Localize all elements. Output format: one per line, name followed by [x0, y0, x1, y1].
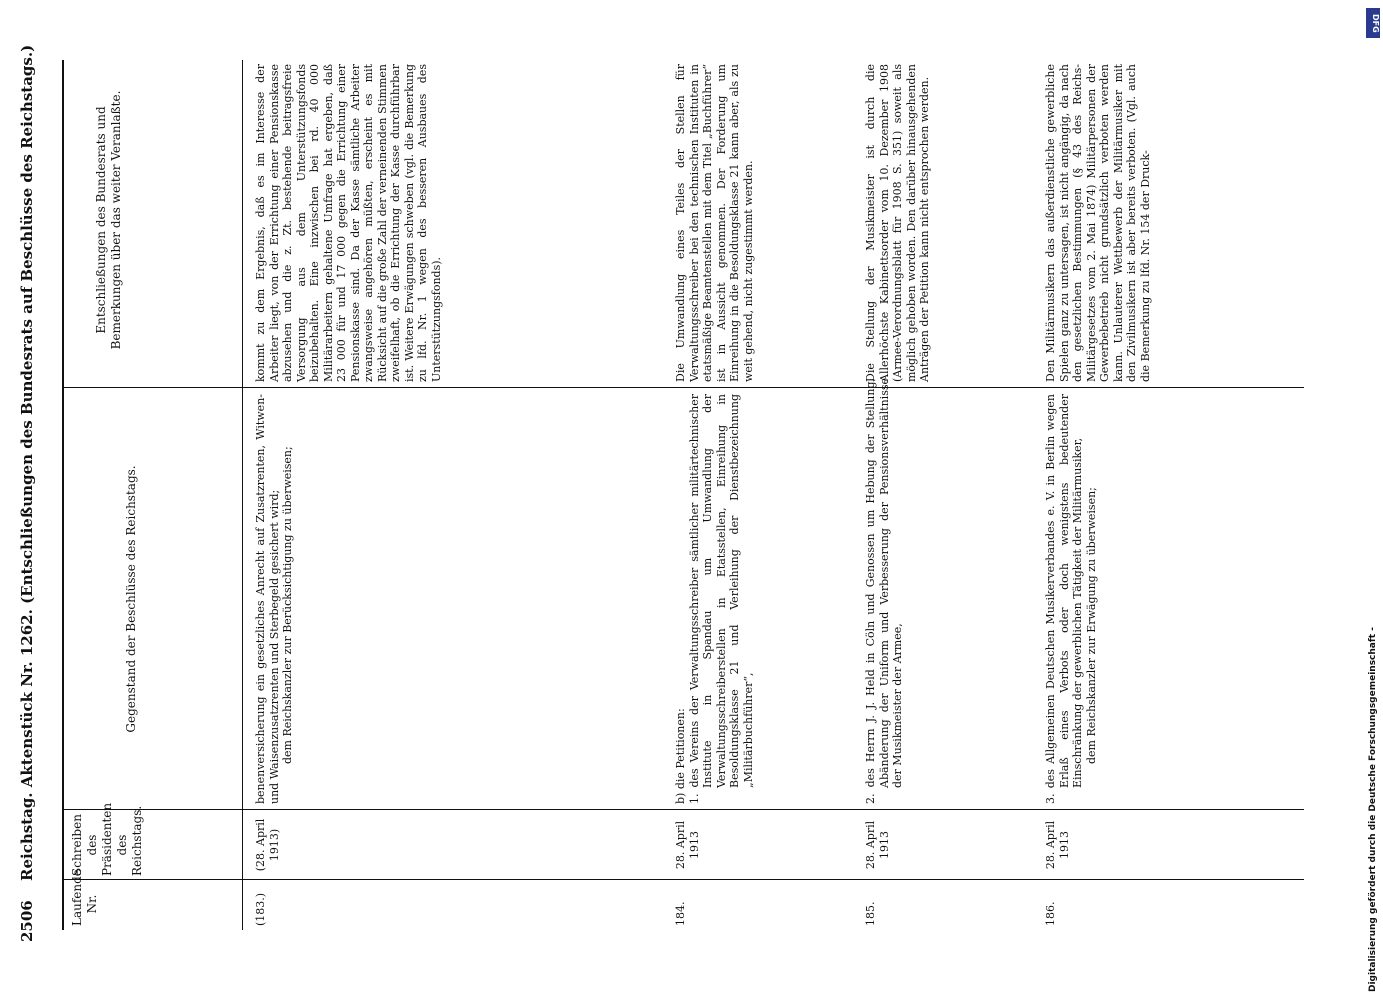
header-gegenstand: Gegenstand der Beschlüsse des Reichstags. [124, 465, 138, 733]
row-intro: b) die Petitionen: [674, 708, 687, 804]
column-divider [64, 809, 1304, 810]
row-gegenstand: 2. des Herrn J. J. Held in Cöln und Genossen um Hebung der Stellung, Abänderung der Uniform und Verbesserung der Pensionsverhältnisse der Musikmeister der Armee, [864, 378, 904, 804]
row-entschliessung: kommt zu dem Ergebnis, daß es im Interesse der Arbeiter liegt, von der Errichtung einer Pensionskasse abzusehen und die z. Zt. bestehende beitragsfreie Versorgung aus dem Unterstützungsfonds beizubehalten. Eine inzwischen bei rd. 40 000 Militärarbeitern gehaltene Umfrage hat ergeben, daß 23 000 für und 17 000 gegen die Errichtung einer Pensionskasse sind. Da der Kasse sämtliche Arbeiter zwangsweise angehören müßten, erscheint es mit Rücksicht auf die große Zahl der verneinenden Stimmen zweifelhaft, ob die Errichtung der Kasse durchführbar ist. Weitere Erwägungen schweben (vgl. die Bemerkung zu lfd. Nr. 1 wegen des besseren Ausbaues des Unterstützungsfonds). [254, 64, 443, 382]
row-date: (28. April 1913) [254, 818, 281, 872]
row-date: 28. April 1913 [864, 820, 891, 870]
row-nr: 184. [674, 901, 687, 926]
table-header [64, 60, 243, 930]
row-entschliessung: Die Stellung der Musikmeister ist durch die Allerhöchste Kabinettsorder vom 10. Dezember 1908 (Armee-Verordnungsblatt für 1908 S. 351) soweit als möglich gehoben worden. Den darüber hinausgehenden Anträgen der Petition kann nicht entsprochen werden. [864, 64, 931, 382]
row-nr: 186. [1044, 901, 1057, 926]
row-gegenstand-cell [674, 394, 755, 804]
row-entschliessung: Den Militärmusikern das außerdienstliche gewerbliche Spielen ganz zu untersagen, ist nicht angängig, da nach den gesetzlichen Bestimmungen (§ 43 des Reichs-Militärgesetzes vom 2. Mai 1874) Militärpersonen der Gewerbebetrieb nicht grundsätzlich verboten werden kann. Unlauterer Wettbewerb der Militärmusiker mit den Zivilmusikern ist aber bereits verboten. (Vgl. auch die Bemerkung zu lfd. Nr. 154 der Druck- [1044, 64, 1152, 382]
row-nr: (183.) [254, 892, 267, 926]
row-gegenstand-2: dem Reichskanzler zur Berücksichtigung zu überweisen; [281, 446, 294, 764]
row-date: 28. April 1913 [1044, 820, 1071, 870]
row-gegenstand-2: dem Reichskanzler zur Erwägung zu überweisen; [1084, 487, 1098, 764]
row-nr: 185. [864, 901, 877, 926]
page-header [18, 42, 36, 942]
page-number: 2506 [18, 900, 36, 942]
row-entschliessung: Die Umwandlung eines Teiles der Stellen für Verwaltungsschreiber bei den technischen Instituten in etatsmäßige Beamtenstellen mit dem Titel „Buchführer“ ist in Aussicht genommen. Der Forderung um Einreihung in die Besoldungsklasse 21 kann aber, als zu weit gehend, nicht zugestimmt werden. [674, 64, 755, 382]
row-gegenstand: 1. des Vereins der Verwaltungsschreiber sämtlicher militärtechnischer Institute in Spandau um Umwandlung der Verwaltungsschreiberstellen in Etatsstellen, Einreihung in Besoldungsklasse 21 und Verleihung der Dienstbezeichnung „Militärbuchführer“, [687, 394, 755, 804]
resolutions-table [62, 60, 1304, 930]
column-divider [64, 879, 1304, 880]
row-gegenstand-cell [1044, 394, 1098, 804]
column-divider [64, 387, 1304, 388]
header-entschliessungen: Entschließungen des Bundesrats und Bemerkungen über das weiter Veranlaßte. [94, 90, 123, 350]
header-schreiben: Schreiben des Präsidenten des Reichstags. [70, 802, 144, 876]
row-gegenstand-cell [254, 394, 295, 804]
row-gegenstand: 3. des Allgemeinen Deutschen Musikerverbandes e. V. in Berlin wegen Erlaß eines Verbots oder doch wenigstens bedeutender Einschränkung der gewerblichen Tätigkeit der Militärmusiker, [1044, 394, 1084, 804]
header-nr: Laufende Nr. [70, 869, 99, 926]
digitization-note: Digitalisierung gefördert durch die Deutsche Forschungsgemeinschaft - [1368, 627, 1378, 992]
dfg-logo: DFG [1366, 8, 1380, 38]
row-date: 28. April 1913 [674, 820, 701, 870]
row-gegenstand: benenversicherung ein gesetzliches Anrecht auf Zusatzrenten, Witwen- und Waisenzusatzrenten und Sterbegeld gesichert wird; [254, 394, 281, 804]
page-title: Reichstag. Aktenstück Nr. 1262. (Entschließungen des Bundesrats auf Beschlüsse des Reichstags.) [18, 44, 36, 882]
